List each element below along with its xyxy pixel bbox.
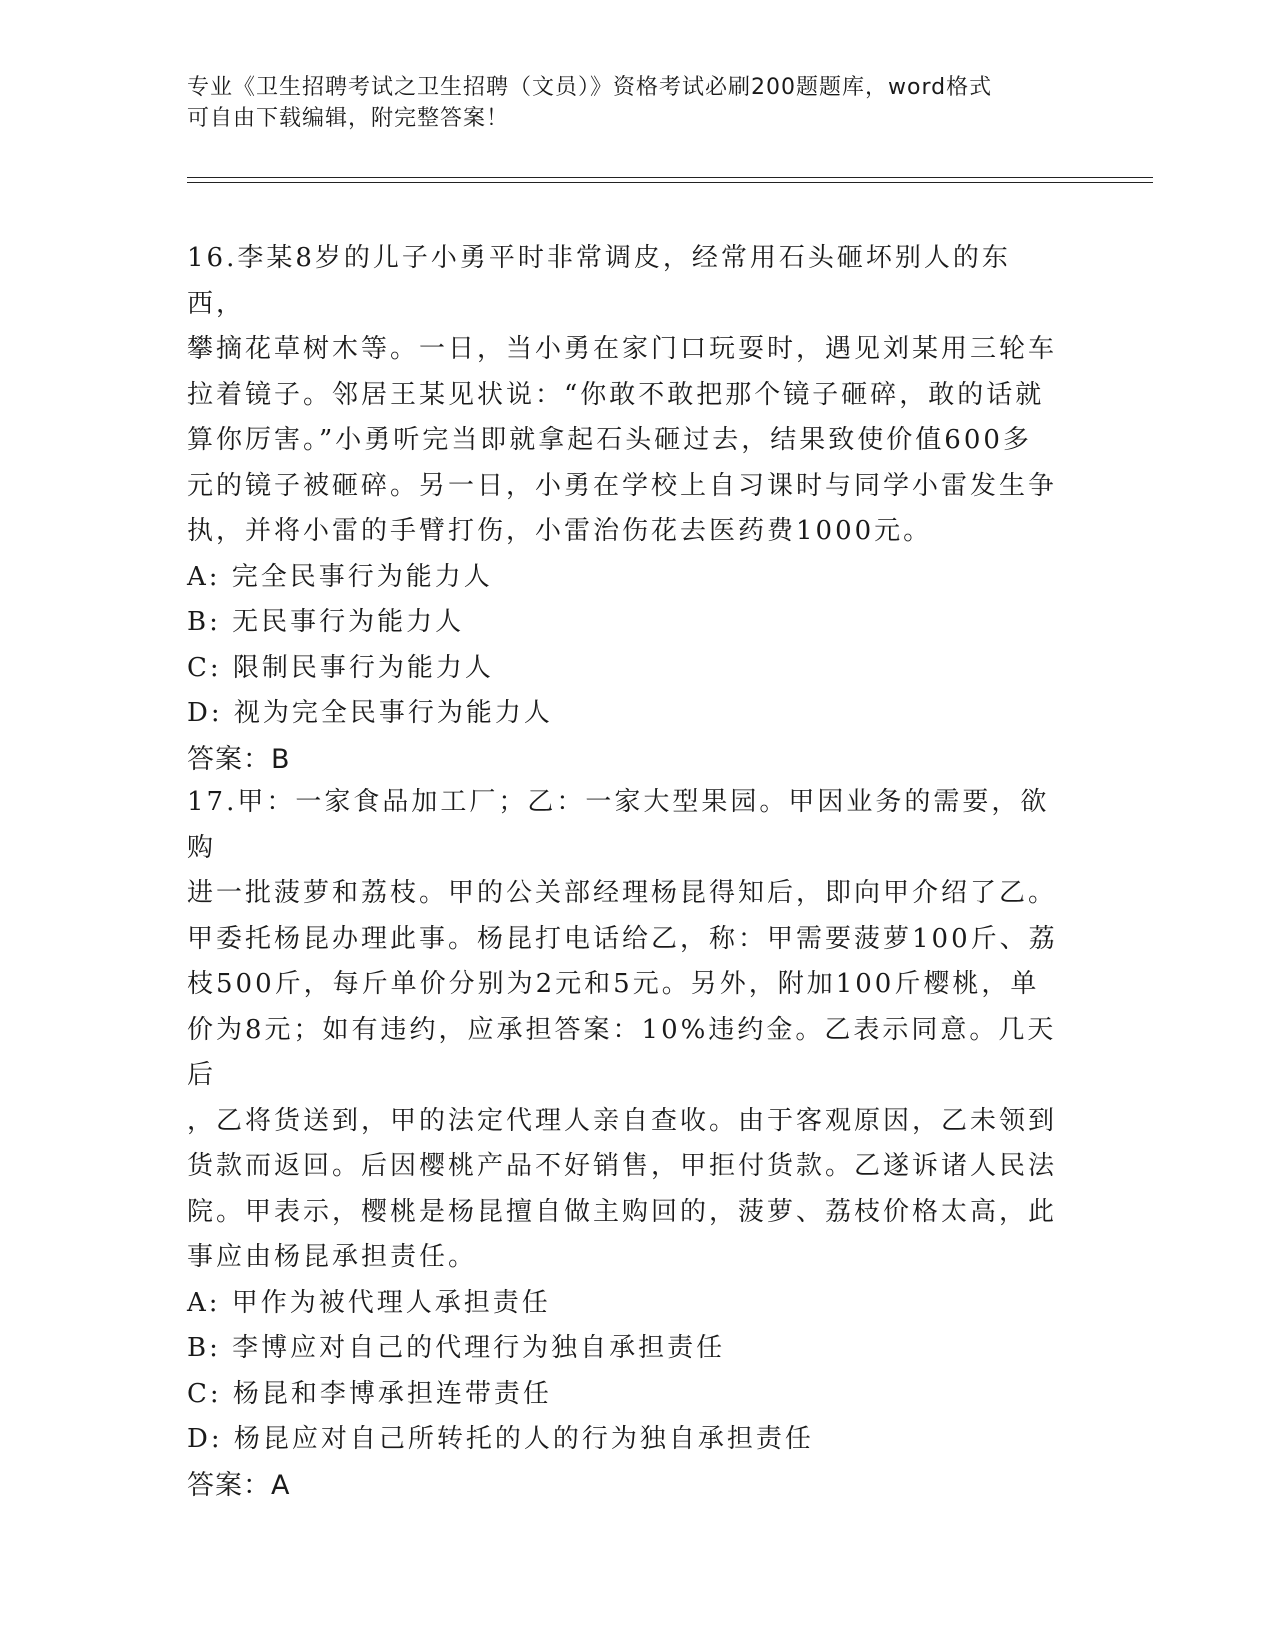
question-stem	[187, 780, 1067, 1281]
stem-line: 进一批菠萝和荔枝。甲的公关部经理杨昆得知后，即向甲介绍了乙。	[187, 878, 1058, 908]
answer: 答案：B	[187, 743, 291, 775]
stem-line: 枝500斤，每斤单价分别为2元和5元。另外，附加100斤樱桃，单	[187, 969, 1040, 999]
stem-line: 元的镜子被砸碎。另一日，小勇在学校上自习课时与同学小雷发生争	[187, 470, 1058, 501]
option-a: A: 甲作为被代理人承担责任	[187, 1287, 551, 1318]
option-list	[187, 1281, 1067, 1463]
option-a: A: 完全民事行为能力人	[187, 561, 493, 592]
stem-line: ，乙将货送到，甲的法定代理人亲自查收。由于客观原因，乙未领到	[187, 1105, 1058, 1136]
stem-line: 院。甲表示，樱桃是杨昆擅自做主购回的，菠萝、荔枝价格太高，此	[187, 1196, 1058, 1227]
question-16	[187, 236, 1067, 782]
stem-line: 货款而返回。后因樱桃产品不好销售，甲拒付货款。乙遂诉诸人民法	[187, 1151, 1058, 1181]
option-c: C: 杨昆和李博承担连带责任	[187, 1378, 552, 1409]
question-stem	[187, 236, 1067, 555]
header-divider-top	[187, 177, 1153, 178]
option-list	[187, 555, 1067, 737]
stem-line: 16.李某8岁的儿子小勇平时非常调皮，经常用石头砸坏别人的东西，	[187, 243, 1011, 319]
header-line-1: 专业《卫生招聘考试之卫生招聘（文员）》资格考试必刷200题题库，word格式	[187, 75, 993, 100]
stem-line: 拉着镜子。邻居王某见状说：“你敢不敢把那个镜子砸碎，敢的话就	[187, 379, 1045, 410]
stem-line: 算你厉害。”小勇听完当即就拿起石头砸过去，结果致使价值600多	[187, 425, 1032, 455]
option-b: B: 李博应对自己的代理行为独自承担责任	[187, 1333, 726, 1363]
option-c: C: 限制民事行为能力人	[187, 652, 494, 683]
option-d: D: 杨昆应对自己所转托的人的行为独自承担责任	[187, 1424, 814, 1454]
stem-line: 事应由杨昆承担责任。	[187, 1242, 478, 1272]
stem-line: 甲委托杨昆办理此事。杨昆打电话给乙，称：甲需要菠萝100斤、荔	[187, 923, 1058, 954]
answer: 答案：A	[187, 1469, 291, 1501]
stem-line: 17.甲：一家食品加工厂；乙：一家大型果园。甲因业务的需要，欲购	[187, 787, 1050, 863]
option-d: D: 视为完全民事行为能力人	[187, 698, 553, 728]
header-line-2: 可自由下载编辑，附完整答案！	[187, 106, 510, 131]
document-header	[187, 72, 1067, 134]
question-17	[187, 780, 1067, 1508]
stem-line: 执，并将小雷的手臂打伤，小雷治伤花去医药费1000元。	[187, 516, 933, 546]
header-divider-bottom	[187, 182, 1153, 183]
stem-line: 价为8元；如有违约，应承担答案：10%违约金。乙表示同意。几天后	[187, 1014, 1057, 1090]
stem-line: 攀摘花草树木等。一日，当小勇在家门口玩耍时，遇见刘某用三轮车	[187, 334, 1058, 364]
option-b: B: 无民事行为能力人	[187, 607, 465, 637]
